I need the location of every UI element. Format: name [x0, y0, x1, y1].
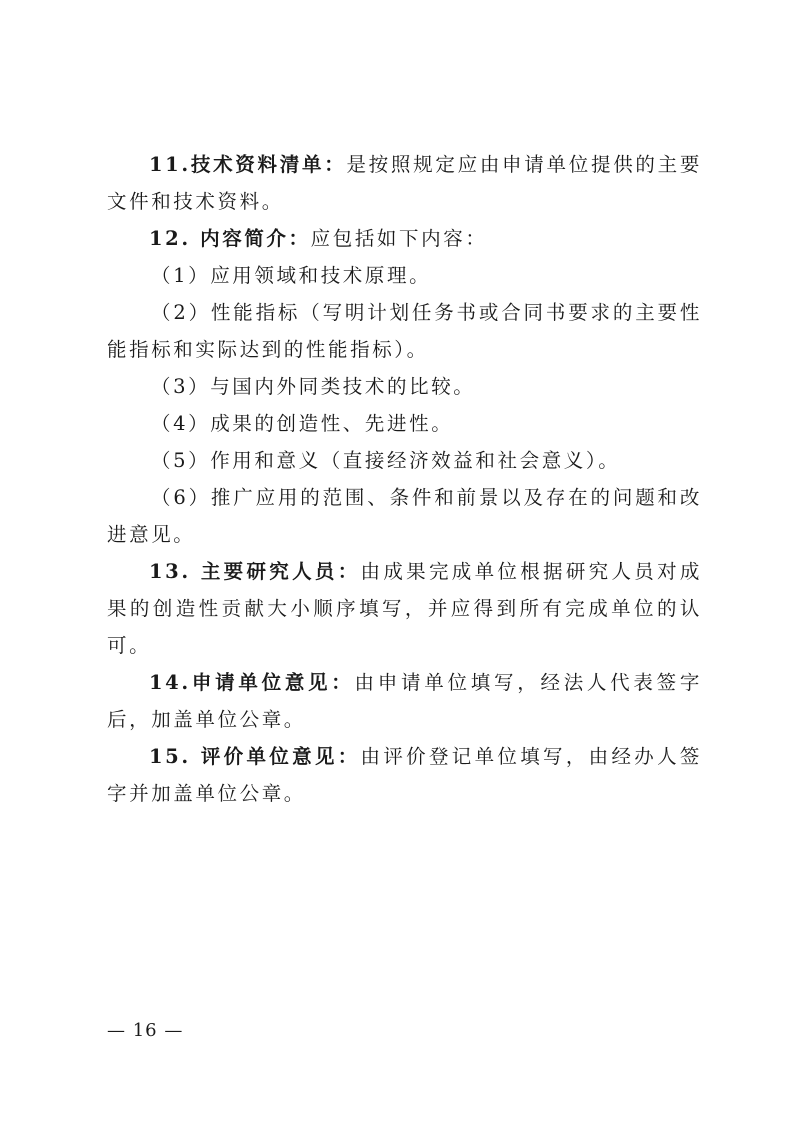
page-number: — 16 —	[107, 1020, 184, 1041]
paragraph-evaluator-opinion	[107, 738, 702, 812]
list-item	[107, 294, 702, 368]
paragraph-text: 由成果完成单位根据研究人员对成果的创造性贡献大小顺序填写，并应得到所有完成单位的认可。	[107, 560, 702, 657]
paragraph-heading: 12. 内容简介：	[149, 227, 311, 250]
list-item-text: （2）性能指标（写明计划任务书或合同书要求的主要性能指标和实际达到的性能指标）。	[107, 301, 702, 361]
list-item-text: （5）作用和意义（直接经济效益和社会意义）。	[151, 449, 621, 472]
list-item-text: （6）推广应用的范围、条件和前景以及存在的问题和改进意见。	[107, 486, 702, 546]
document-body	[107, 146, 702, 812]
paragraph-heading: 11.技术资料清单：	[149, 153, 347, 176]
paragraph-heading: 15. 评价单位意见：	[149, 745, 361, 768]
paragraph-text: 应包括如下内容：	[310, 227, 488, 250]
list-item-text: （1）应用领域和技术原理。	[151, 264, 432, 287]
paragraph-text: 是按照规定应由申请单位提供的主要文件和技术资料。	[107, 153, 702, 213]
list-item-text: （3）与国内外同类技术的比较。	[151, 375, 476, 398]
paragraph-heading: 13. 主要研究人员：	[149, 560, 361, 583]
list-item	[107, 479, 702, 553]
list-item	[107, 405, 702, 442]
paragraph-content-summary	[107, 220, 702, 257]
list-item	[107, 368, 702, 405]
paragraph-text: 由申请单位填写，经法人代表签字后，加盖单位公章。	[107, 671, 702, 731]
paragraph-heading: 14.申请单位意见：	[149, 671, 355, 694]
paragraph-text: 由评价登记单位填写，由经办人签字并加盖单位公章。	[107, 745, 702, 805]
paragraph-tech-docs-list	[107, 146, 702, 220]
list-item-text: （4）成果的创造性、先进性。	[151, 412, 454, 435]
list-item	[107, 442, 702, 479]
list-item	[107, 257, 702, 294]
paragraph-main-researchers	[107, 553, 702, 664]
paragraph-applicant-opinion	[107, 664, 702, 738]
